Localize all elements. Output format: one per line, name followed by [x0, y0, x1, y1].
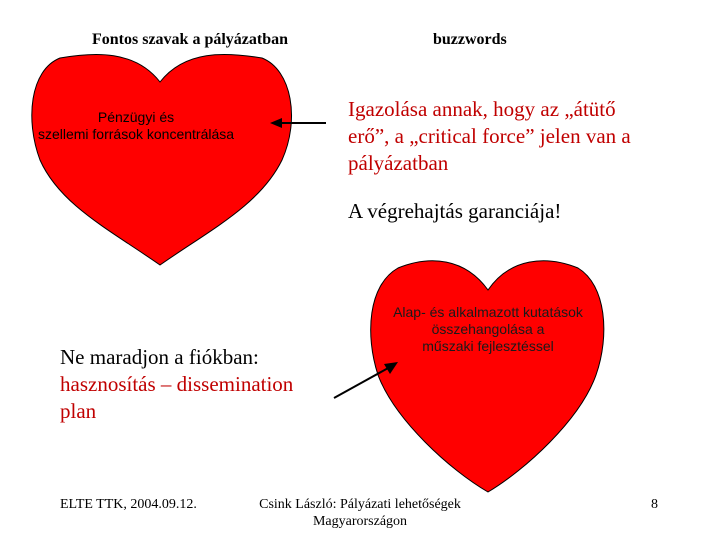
left-description	[60, 344, 350, 425]
right-description-line3: pályázatban	[348, 151, 449, 175]
footer-center-line1: Csink László: Pályázati lehetőségek	[259, 497, 461, 512]
bottom-heart-label-line1: Alap- és alkalmazott kutatások	[393, 304, 583, 320]
footer-center	[240, 496, 480, 530]
heart-shape-top	[32, 54, 292, 265]
bottom-heart-label	[370, 304, 606, 355]
left-description-line2: hasznosítás – dissemination	[60, 372, 294, 396]
right-description	[348, 96, 718, 177]
page-number: 8	[651, 497, 658, 512]
left-description-line3: plan	[60, 399, 97, 423]
footer-center-line2: Magyarországon	[312, 514, 408, 529]
footer-left: ELTE TTK, 2004.09.12.	[60, 497, 197, 512]
top-heart-label-line1: Pénzügyi és	[97, 109, 175, 125]
top-heart-label-line2: szellemi források koncentrálása	[37, 126, 235, 142]
left-header: Fontos szavak a pályázatban	[92, 31, 289, 48]
right-description-line1: Igazolása annak, hogy az „átütő	[348, 97, 616, 121]
right-description-line2: erő”, a „critical force” jelen van a	[348, 124, 631, 148]
right-header: buzzwords	[433, 31, 507, 48]
bottom-heart-label-line3: műszaki fejlesztéssel	[422, 338, 554, 354]
heart-shape-bottom	[371, 261, 604, 492]
guarantee-text: A végrehajtás garanciája!	[348, 199, 562, 223]
bottom-heart-label-line2: összehangolása a	[431, 321, 545, 337]
top-heart-label	[0, 109, 272, 143]
left-description-line1: Ne maradjon a fiókban:	[60, 345, 259, 369]
